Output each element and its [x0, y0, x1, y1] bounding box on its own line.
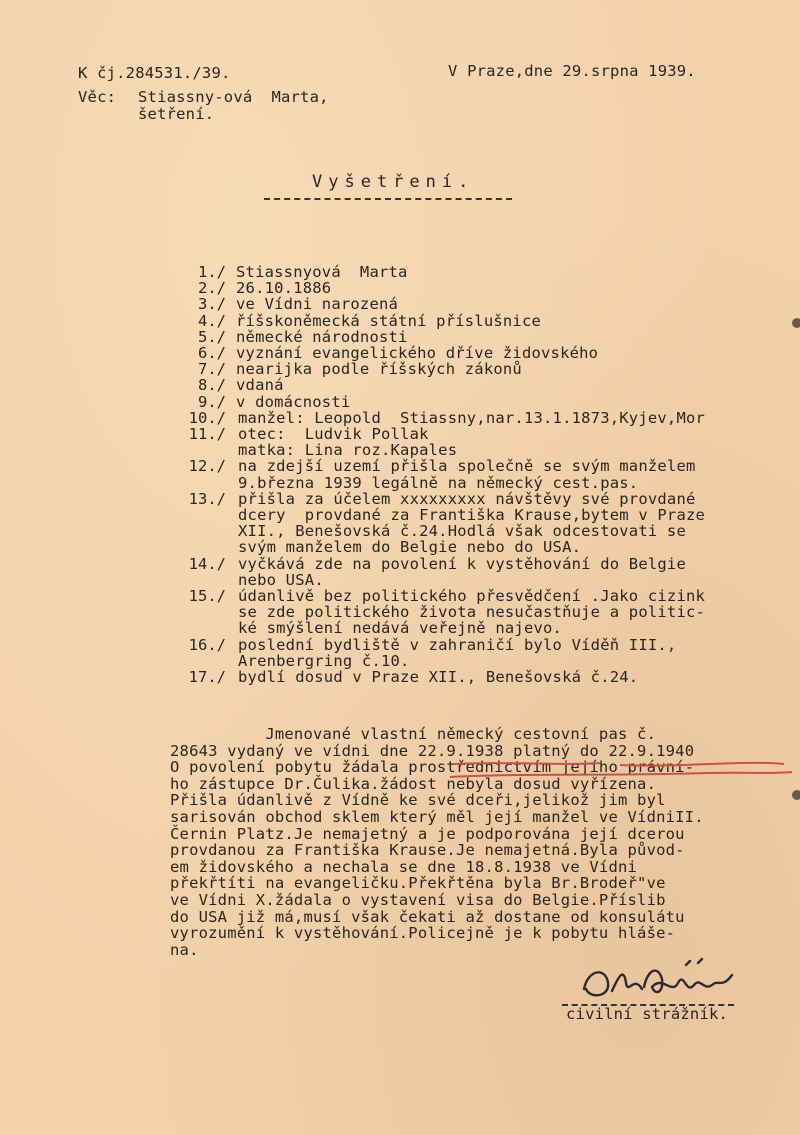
item-text: 9.března 1939 legálně na německý cest.pas.: [238, 473, 639, 492]
item-text: poslední bydliště v zahraničí bylo Víděň III.,: [238, 635, 677, 654]
paragraph-line: překřtíti na evangeličku.Překřtěna byla Br.Brodeř"ve: [170, 874, 666, 893]
red-pencil-mark: [446, 767, 796, 781]
paragraph-line: ve Vídni X.žádala o vystavení visa do Belgie.Příslib: [170, 891, 666, 909]
document-title: Vyšetření.: [312, 172, 475, 192]
item-text: svým manželem do Belgie nebo do USA.: [238, 538, 582, 557]
item-text: přišla za účelem xxxxxxxxx návštěvy své provdané: [238, 489, 696, 508]
binder-hole: [792, 318, 800, 328]
paragraph-line: na.: [170, 940, 199, 959]
paragraph-line: Jmenované vlastní německý cestovní pas č.: [170, 725, 657, 743]
item-number: 8./: [198, 376, 226, 395]
item-text: bydlí dosud v Praze XII., Benešovská č.24.: [238, 668, 639, 686]
paragraph-line: Černin Platz.Je nemajetný a je podporována její dcerou: [170, 824, 685, 843]
place-and-date: V Praze,dne 29.srpna 1939.: [448, 62, 696, 80]
paragraph-line: vyrozumění k vystěhování.Policejně je k pobytu hláše-: [170, 924, 676, 943]
paragraph-line: provdanou za Františka Krause.Je nemajetná.Byla původ-: [170, 841, 685, 860]
item-number: 1./: [198, 263, 226, 281]
item-number: 2./: [198, 279, 226, 298]
item-number: 16./: [188, 635, 226, 654]
item-text: Stiassnyová Marta: [236, 263, 408, 281]
paragraph-line: sarisován obchod sklem který měl její manžel ve VídniII.: [170, 808, 704, 826]
subject-label: Věc:: [78, 88, 117, 106]
item-number: 10./: [188, 408, 226, 427]
item-text: otec: Ludvik Pollak: [238, 425, 429, 443]
item-text: údanlivě bez politického přesvědčení .Jako cizink: [238, 587, 706, 605]
reference-number: K čj.284531./39.: [78, 64, 231, 82]
title-underline: [264, 198, 512, 200]
item-number: 3./: [198, 295, 226, 314]
item-number: 12./: [188, 457, 226, 476]
item-number: 13./: [188, 489, 226, 508]
handwritten-signature: [572, 955, 742, 1007]
paragraph-line: 28643 vydaný ve vídni dne 22.9.1938 platný do 22.9.1940: [170, 741, 695, 760]
item-text: na zdejší uzemí přišla společně se svým manželem: [238, 457, 696, 476]
item-text: 26.10.1886: [236, 279, 332, 298]
item-text: vyznání evangelického dříve židovského: [236, 344, 599, 362]
item-number: 11./: [188, 425, 226, 443]
item-number: 4./: [198, 311, 226, 330]
item-number: 15./: [188, 587, 226, 605]
item-number: 5./: [198, 327, 226, 346]
item-number: 6./: [198, 344, 226, 362]
item-text: se zde politického života nesučastňuje a politic-: [238, 603, 706, 622]
item-text: vyčkává zde na povolení k vystěhování do Belgie: [238, 554, 686, 573]
item-text: ve Vídni narozená: [236, 295, 399, 314]
item-text: nebo USA.: [238, 570, 324, 589]
item-text: ké smýšlení nedává veřejně najevo.: [238, 619, 563, 638]
item-text: říšskoněmecká státní příslušnice: [236, 311, 542, 330]
item-number: 9./: [198, 392, 226, 411]
subject-action: šetření.: [138, 105, 215, 123]
signature-title: civilní strážník.: [566, 1005, 729, 1023]
paragraph-line: do USA již má,musí však čekati až dostane od konsulátu: [170, 907, 685, 926]
item-text: vdaná: [236, 376, 284, 395]
item-text: Arenbergring č.10.: [238, 651, 410, 670]
item-text: matka: Lina roz.Kapales: [238, 441, 458, 460]
paragraph-line: ho zástupce Dr.Čulika.žádost nebyla dosud vyřízena.: [170, 774, 657, 793]
item-number: 7./: [198, 360, 226, 379]
item-text: v domácnosti: [236, 392, 351, 411]
item-number: 14./: [188, 554, 226, 573]
item-number: 17./: [188, 668, 226, 686]
item-text: XII., Benešovská č.24.Hodlá však odcestovati se: [238, 522, 686, 541]
paragraph-line: Přišla údanlivě z Vídně ke své dceři,jelikož jim byl: [170, 791, 666, 810]
item-text: dcery provdané za Františka Krause,bytem v Praze: [238, 506, 706, 524]
item-text: německé národnosti: [236, 327, 408, 346]
subject-name: Stiassny-ová Marta,: [138, 88, 329, 106]
item-text: nearijka podle říšských zákonů: [236, 360, 522, 379]
paragraph-line: O povolení pobytu žádala prostřednictvím jejího právní-: [170, 758, 695, 777]
item-text: manžel: Leopold Stiassny,nar.13.1.1873,Kyjev,Mor: [238, 408, 706, 427]
binder-hole: [792, 790, 800, 800]
paragraph-line: em židovského a nechala se dne 18.8.1938 ve Vídni: [170, 857, 638, 876]
